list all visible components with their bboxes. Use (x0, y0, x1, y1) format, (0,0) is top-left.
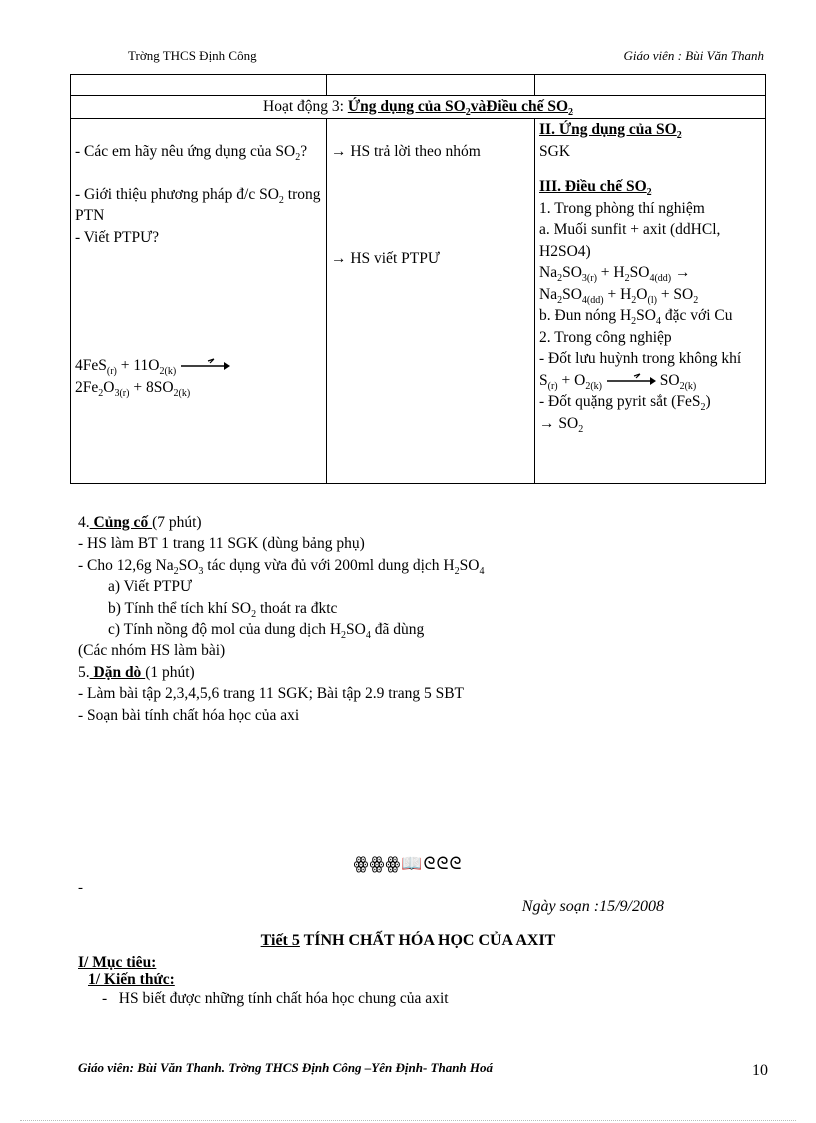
list-item: - HS làm BT 1 trang 11 SGK (dùng bảng phụ) (78, 535, 365, 553)
footer-text: Giáo viên: Bùi Văn Thanh. Trờng THCS Định Công –Yên Định- Thanh Hoá (78, 1060, 494, 1075)
header-school: Trờng THCS Định Công (128, 48, 257, 63)
reaction-arrow-icon (180, 361, 230, 371)
equation-fes: $4FeS_{(r)} + 11O_{2(k)}$ (75, 355, 322, 377)
list-item: b) Tính thể tích khí $SO_2$ thoát ra đktc (108, 599, 338, 620)
consolidation-section (78, 512, 758, 726)
lesson-title: Tiết 5 TÍNH CHẤT HÓA HỌC CỦA AXIT (260, 932, 556, 949)
reaction-arrow-icon (606, 376, 656, 386)
table-row (71, 119, 766, 484)
activity-title: Hoạt động 3: Ứng dụng của $SO_2vàĐiều$ chế $SO_2$ (71, 96, 766, 119)
content-column: II. Ứng dụng của $SO_2$ SGK III. Điều chế $SO_2$ 1. Trong phòng thí nghiệm a. Muối sunfit + axit (ddHCl, H2SO4) $Na_2SO_{3(r)} + H_2SO_{4(dd)}$ → $Na_2SO_{4(dd)} + H_2O_{(l)} + SO_2$ b. Đun nóng $H_2SO_4$ đặc với Cu 2. Trong công nghiệp - Đốt lưu huỳnh trong không khí $S_{(r)} + O_{2(k)}$ $SO_{2(k)}$ - Đốt quặng pyrit sắt (FeS$_2$) → $SO_2$ (535, 119, 766, 484)
list-item: a) Viết PTPƯ (108, 578, 193, 596)
teacher-column: - Các em hãy nêu ứng dụng của $SO_2$? - Giới thiệu phương pháp đ/c $SO_2$ trong PTN - Viết PTPƯ? $4FeS_{(r)} + 11O_{2(k)}$ $2Fe_2O_{3(r)} + 8SO_{2(k)}$ (71, 119, 327, 484)
consolidation-heading: 4. Củng cố (7 phút) (78, 514, 202, 531)
table-row (71, 75, 766, 96)
table-row (71, 96, 766, 119)
list-item: - Làm bài tập 2,3,4,5,6 trang 11 SGK; Bài tập 2.9 trang 5 SBT (78, 685, 465, 703)
page-number: 10 (752, 1062, 768, 1079)
objectives-heading: I/ Mục tiêu: (78, 954, 157, 971)
homework-heading: 5. Dặn dò (1 phút) (78, 663, 195, 681)
list-item: - Soạn bài tính chất hóa học của axi (78, 706, 300, 724)
equation-sulfur: $S_{(r)} + O_{2(k)}$ $SO_{2(k)}$ (539, 371, 697, 392)
dash: - (78, 880, 83, 896)
preparation-date: Ngày soạn :15/9/2008 (521, 898, 664, 915)
knowledge-item: - HS biết được những tính chất hóa học chung của axit (102, 990, 449, 1007)
list-item: c) Tính nồng độ mol của dung dịch $H_2SO_4$ đã dùng (108, 621, 425, 642)
header-teacher: Giáo viên : Bùi Văn Thanh (623, 48, 764, 63)
list-item: (Các nhóm HS làm bài) (78, 642, 226, 660)
student-column: → HS trả lời theo nhóm → HS viết PTPƯ (326, 119, 534, 484)
page-bottom-divider (20, 1120, 796, 1121)
ornament-divider: ꙮꙮꙮ📖ᘓᘓᘓ (353, 854, 463, 873)
lesson-table (70, 74, 766, 484)
list-item: - Cho 12,6g $Na_2SO_3$ tác dụng vừa đủ với 200ml dung dịch $H_2SO_4$ (78, 556, 485, 577)
knowledge-heading: 1/ Kiến thức: (88, 971, 175, 988)
